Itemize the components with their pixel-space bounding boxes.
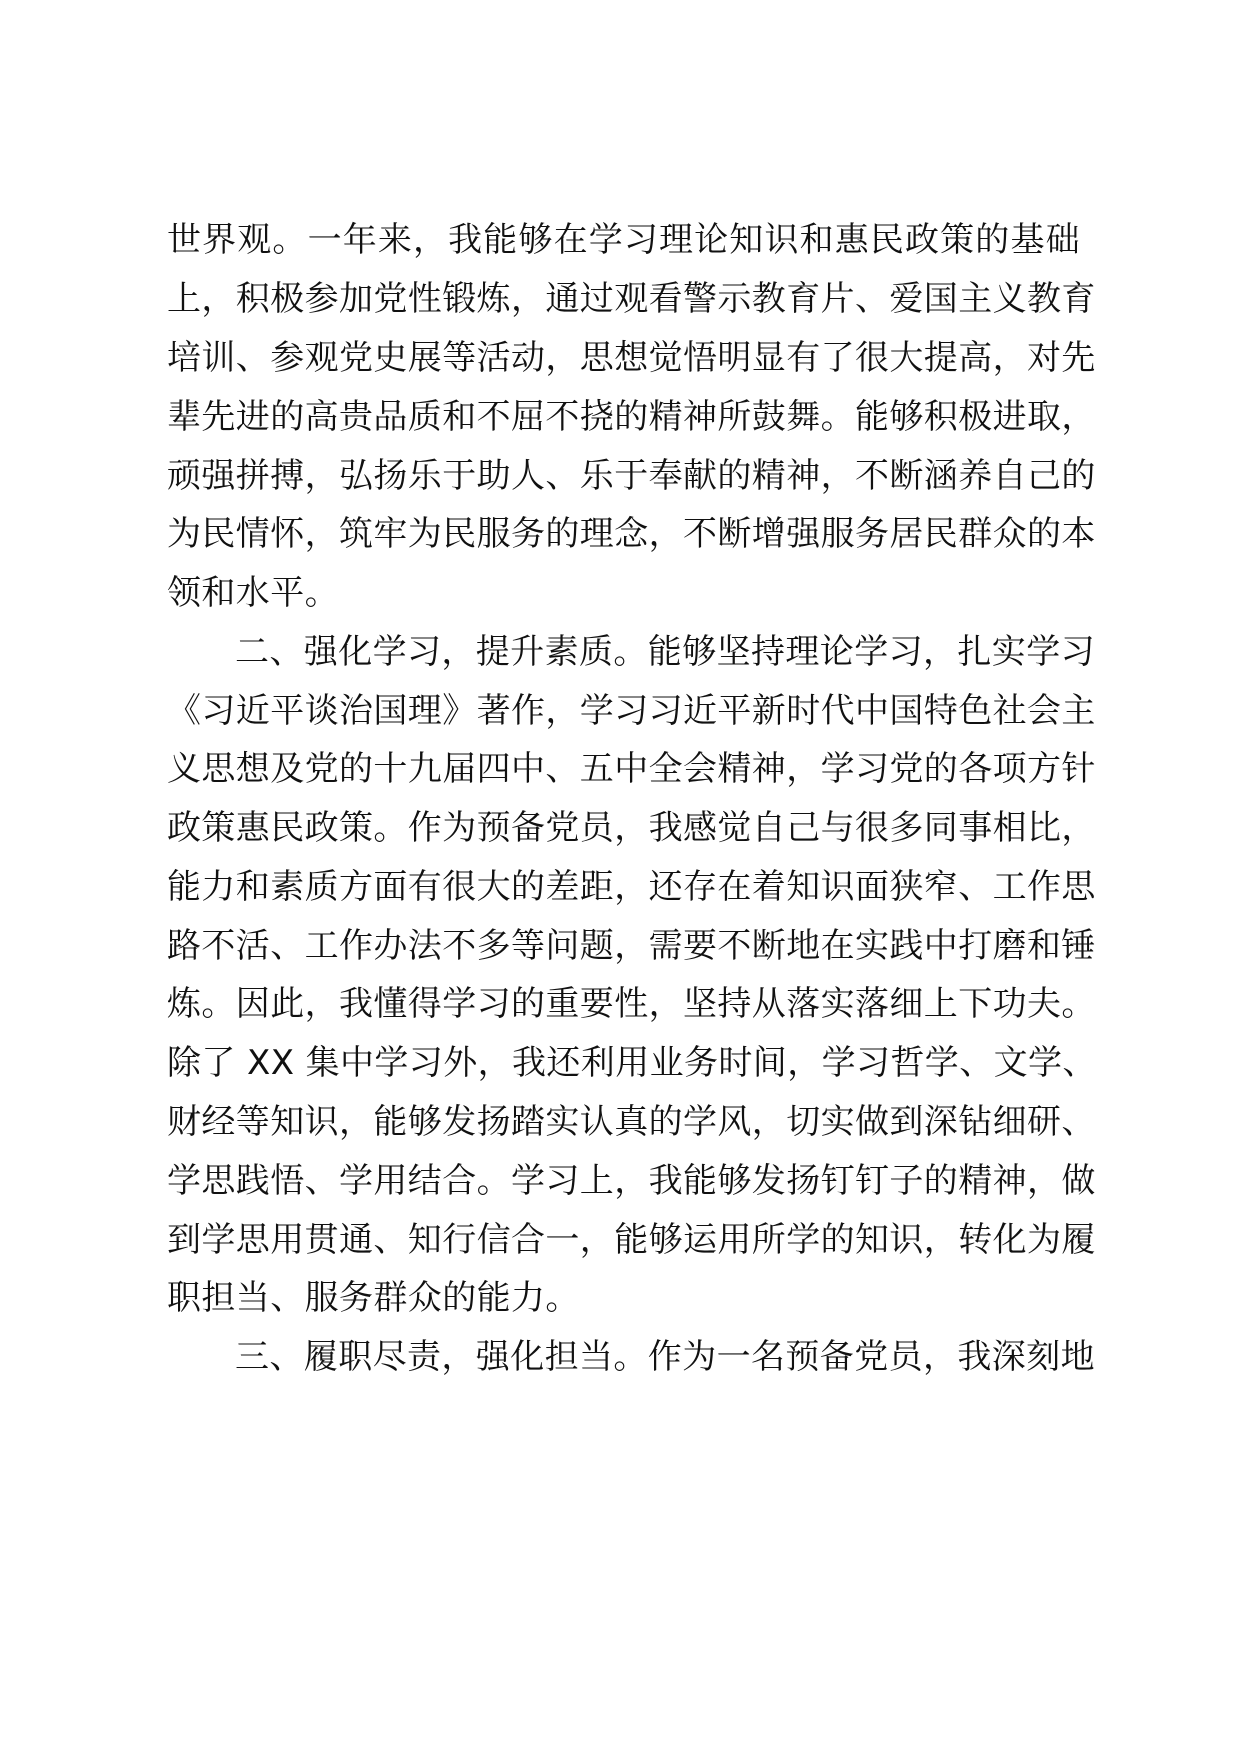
text-line: 《习近平谈治国理》著作，学习习近平新时代中国特色社会主 [167, 691, 1096, 731]
text-line: 世界观。一年来，我能够在学习理论知识和惠民政策的基础 [167, 220, 1080, 260]
text-line: 能力和素质方面有很大的差距，还存在着知识面狭窄、工作思 [167, 867, 1096, 907]
text-line: 上，积极参加党性锻炼，通过观看警示教育片、爱国主义教育 [167, 279, 1096, 319]
section-three-heading-line: 三、履职尽责，强化担当。作为一名预备党员，我深刻地 [235, 1337, 1095, 1377]
text-line: 政策惠民政策。作为预备党员，我感觉自己与很多同事相比， [167, 808, 1096, 848]
text-line: 顽强拼搏，弘扬乐于助人、乐于奉献的精神，不断涵养自己的 [167, 456, 1096, 496]
text-line: 辈先进的高贵品质和不屈不挠的精神所鼓舞。能够积极进取， [167, 397, 1096, 437]
text-line: 除了 XX 集中学习外，我还利用业务时间，学习哲学、文学、 [167, 1043, 1097, 1083]
text-line: 炼。因此，我懂得学习的重要性，坚持从落实落细上下功夫。 [167, 984, 1096, 1024]
text-line: 学思践悟、学用结合。学习上，我能够发扬钉钉子的精神，做 [167, 1161, 1096, 1201]
text-line: 财经等知识，能够发扬踏实认真的学风，切实做到深钻细研、 [167, 1102, 1096, 1142]
text-line: 领和水平。 [167, 573, 339, 613]
text-line: 到学思用贯通、知行信合一，能够运用所学的知识，转化为履 [167, 1220, 1096, 1260]
text-line: 职担当、服务群众的能力。 [167, 1278, 580, 1318]
text-line: 路不活、工作办法不多等问题，需要不断地在实践中打磨和锤 [167, 926, 1096, 966]
text-line: 为民情怀，筑牢为民服务的理念，不断增强服务居民群众的本 [167, 514, 1096, 554]
text-line: 培训、参观党史展等活动，思想觉悟明显有了很大提高，对先 [167, 338, 1096, 378]
section-two-heading-line: 二、强化学习，提升素质。能够坚持理论学习，扎实学习 [235, 632, 1095, 672]
text-line: 义思想及党的十九届四中、五中全会精神，学习党的各项方针 [167, 749, 1096, 789]
